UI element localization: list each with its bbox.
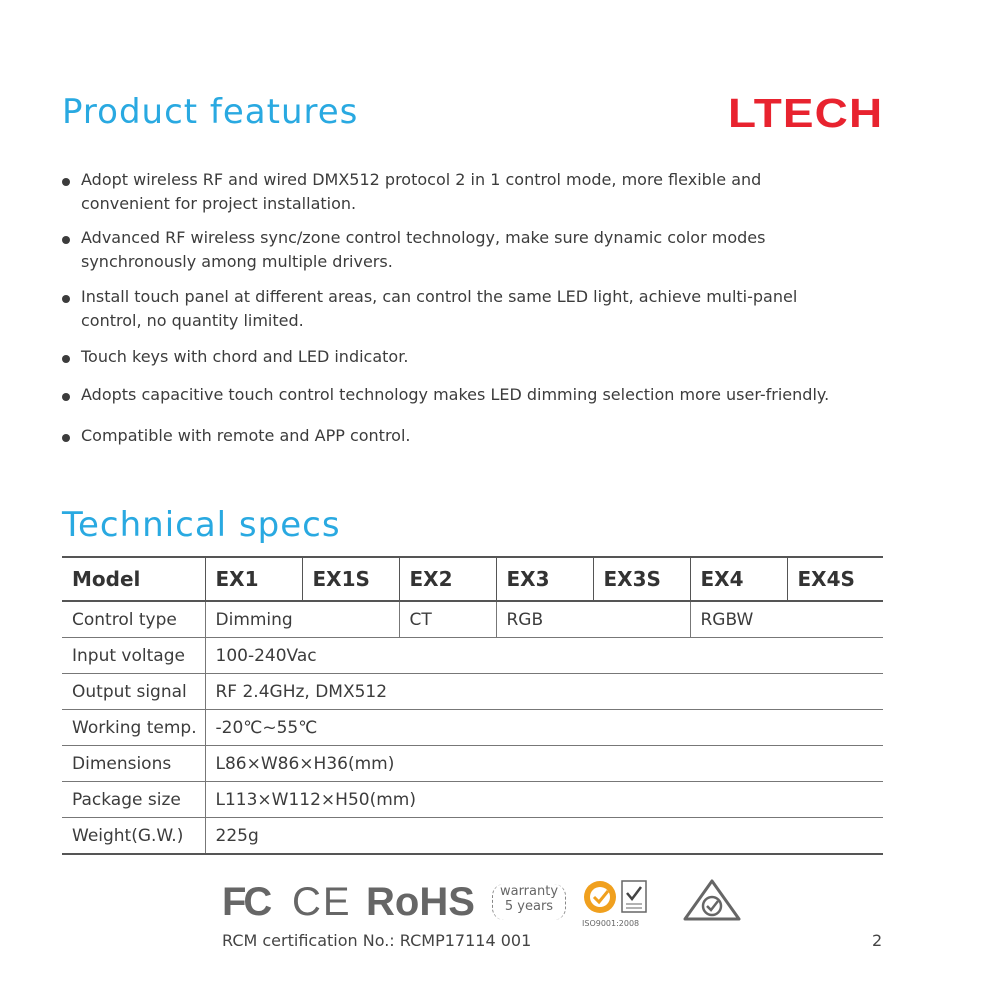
ce-logo: CE	[292, 880, 352, 924]
header-ex3s: EX3S	[593, 557, 690, 601]
feature-text-line: Adopt wireless RF and wired DMX512 protocol 2 in 1 control mode, more flexible and	[81, 170, 762, 189]
product-features-title: Product features	[62, 92, 359, 132]
cell-value: Dimming	[205, 601, 399, 638]
rohs-logo: RoHS	[366, 880, 475, 924]
feature-text-line: Advanced RF wireless sync/zone control technology, make sure dynamic color modes	[81, 228, 766, 247]
feature-text-line: convenient for project installation.	[81, 194, 357, 213]
cell-value: CT	[399, 601, 496, 638]
warranty-label: warranty	[499, 884, 559, 899]
bullet-icon	[62, 355, 70, 363]
cell-value: L113×W112×H50(mm)	[205, 782, 883, 818]
header-ex2: EX2	[399, 557, 496, 601]
table-row	[62, 782, 883, 818]
warranty-years: 5 years	[504, 899, 554, 914]
header-ex1s: EX1S	[302, 557, 399, 601]
feature-text-line: Adopts capacitive touch control technology makes LED dimming selection more user-friendly.	[81, 385, 830, 404]
feature-item	[60, 285, 900, 333]
feature-item	[60, 383, 900, 407]
bullet-icon	[62, 236, 70, 244]
table-row	[62, 601, 883, 638]
cell-value: RF 2.4GHz, DMX512	[205, 674, 883, 710]
feature-item	[60, 226, 900, 274]
iso-sgs-ukas-icon	[582, 878, 656, 918]
header-ex1: EX1	[205, 557, 302, 601]
table-row	[62, 638, 883, 674]
feature-text-line: Touch keys with chord and LED indicator.	[81, 347, 409, 366]
specs-table	[62, 556, 883, 855]
cell-value: RGBW	[690, 601, 883, 638]
fcc-logo: FC	[222, 880, 270, 924]
bullet-icon	[62, 178, 70, 186]
page-number: 2	[872, 931, 883, 950]
iso-label: ISO9001:2008	[582, 919, 640, 928]
feature-text-line: Compatible with remote and APP control.	[81, 426, 411, 445]
feature-item	[60, 168, 900, 216]
header-model: Model	[62, 557, 205, 601]
table-row	[62, 818, 883, 855]
rcm-mark	[682, 878, 742, 922]
feature-text-line: synchronously among multiple drivers.	[81, 252, 393, 271]
table-row	[62, 710, 883, 746]
table-row	[62, 746, 883, 782]
header-ex3: EX3	[496, 557, 593, 601]
row-label: Dimensions	[62, 746, 205, 782]
rcm-triangle-icon	[682, 878, 742, 922]
cell-value: -20℃~55℃	[205, 710, 883, 746]
feature-item	[60, 345, 900, 369]
rcm-certification-number: RCM certification No.: RCMP17114 001	[222, 931, 532, 950]
row-label: Working temp.	[62, 710, 205, 746]
bullet-icon	[62, 434, 70, 442]
row-label: Package size	[62, 782, 205, 818]
cell-value: 100-240Vac	[205, 638, 883, 674]
warranty-badge	[492, 884, 566, 920]
certification-logos	[222, 878, 762, 928]
row-label: Output signal	[62, 674, 205, 710]
row-label: Control type	[62, 601, 205, 638]
table-row	[62, 674, 883, 710]
row-label: Weight(G.W.)	[62, 818, 205, 855]
table-header-row	[62, 557, 883, 601]
header-ex4: EX4	[690, 557, 787, 601]
feature-list	[60, 168, 900, 448]
header-ex4s: EX4S	[787, 557, 883, 601]
ltech-logo: LTECH	[728, 90, 884, 136]
bullet-icon	[62, 393, 70, 401]
feature-item	[60, 424, 900, 448]
row-label: Input voltage	[62, 638, 205, 674]
bullet-icon	[62, 295, 70, 303]
feature-text-line: Install touch panel at different areas, can control the same LED light, achieve multi-panel	[81, 287, 798, 306]
feature-text-line: control, no quantity limited.	[81, 311, 304, 330]
cell-value: RGB	[496, 601, 690, 638]
technical-specs-title: Technical specs	[62, 505, 341, 545]
cell-value: L86×W86×H36(mm)	[205, 746, 883, 782]
cell-value: 225g	[215, 825, 259, 846]
iso-certification-badge	[582, 878, 656, 930]
